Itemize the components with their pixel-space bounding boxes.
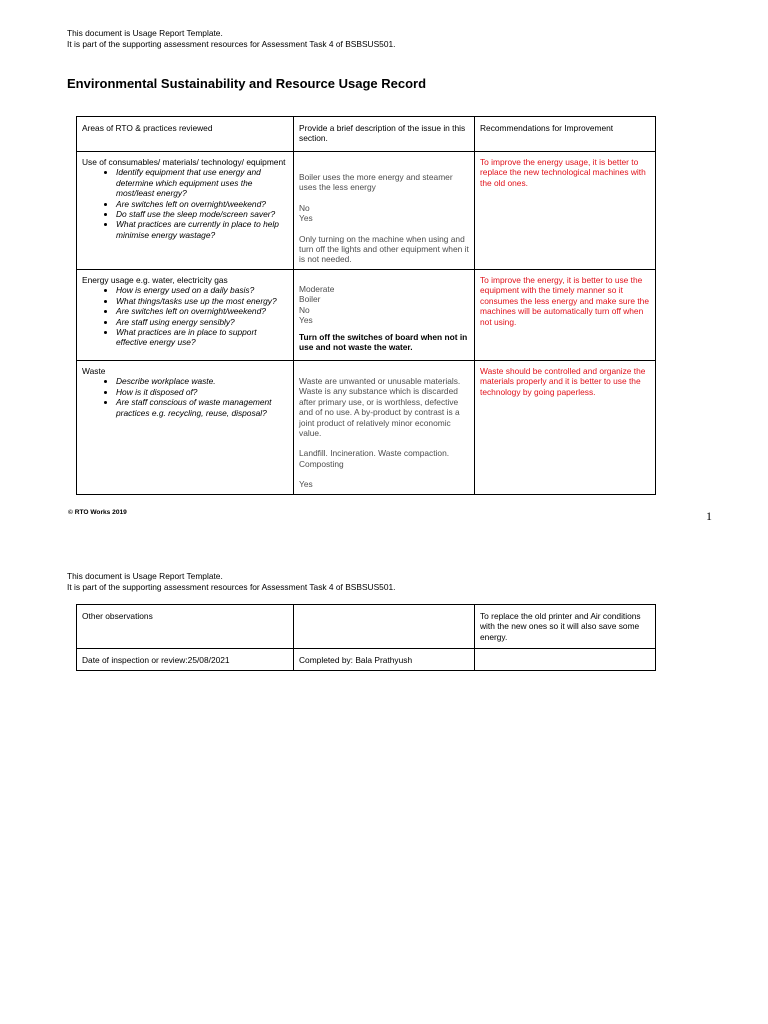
recommendation-cell: Waste should be controlled and organize the materials properly and it is better to use the technology by going paperless. [475, 361, 656, 495]
description-cell [294, 361, 475, 495]
description-text: Yes [299, 479, 313, 490]
question-item: • What practices are in place to support effective energy use? [116, 327, 288, 348]
resource-usage-table [76, 116, 656, 495]
question-item: • What things/tasks use up the most energy? [116, 296, 288, 306]
area-cell [77, 361, 294, 495]
description-text: Only turning on the machine when using and turn off the lights and other equipment when it is not needed. [299, 233, 469, 265]
table-row [77, 270, 656, 361]
description-text: Yes [299, 213, 313, 224]
column-header-recommendations: Recommendations for Improvement [475, 117, 656, 152]
description-cell [294, 152, 475, 270]
description-text: Yes [299, 315, 313, 326]
area-title: Energy usage e.g. water, electricity gas [82, 275, 228, 285]
area-title: Use of consumables/ materials/ technology/ equipment [82, 157, 286, 167]
table-header-row [77, 117, 656, 152]
question-item: • How is energy used on a daily basis? [116, 285, 288, 295]
question-item: • What practices are currently in place to help minimise energy wastage? [116, 219, 288, 240]
header-line-1: This document is Usage Report Template. [67, 28, 223, 38]
description-text: Boiler uses the more energy and steamer uses the less energy [299, 172, 453, 193]
description-bold-text: Turn off the switches of board when not in use and not waste the water. [299, 331, 468, 353]
completed-by: Completed by: Bala Prathyush [294, 649, 475, 671]
area-cell [77, 270, 294, 361]
question-item: • Are staff conscious of waste management practices e.g. recycling, reuse, disposal? [116, 397, 288, 418]
document-header [67, 571, 396, 593]
area-title: Waste [82, 366, 106, 376]
column-header-areas: Areas of RTO & practices reviewed [77, 117, 294, 152]
recommendation-cell: To improve the energy usage, it is better to replace the new technological machines with the old ones. [475, 152, 656, 270]
page-number: 1 [706, 509, 712, 523]
other-observations-recommendation: To replace the old printer and Air conditions with the new ones so it will also save some energy. [475, 605, 656, 649]
table-row [77, 152, 656, 270]
description-text: Boiler [299, 294, 321, 305]
question-item: • Describe workplace waste. [116, 376, 288, 386]
description-text: Moderate [299, 284, 335, 294]
description-text: No [299, 202, 310, 213]
header-line-2: It is part of the supporting assessment resources for Assessment Task 4 of BSBSUS501. [67, 582, 396, 592]
header-line-1: This document is Usage Report Template. [67, 571, 223, 581]
question-item: • Are switches left on overnight/weekend? [116, 306, 288, 316]
question-list [82, 376, 288, 418]
observations-table [76, 604, 656, 671]
description-text: Landfill. Incineration. Waste compaction. Composting [299, 448, 450, 469]
area-cell [77, 152, 294, 270]
table-row [77, 361, 656, 495]
inspection-date: Date of inspection or review:25/08/2021 [77, 649, 294, 671]
document-header [67, 28, 396, 50]
other-observations-description [294, 605, 475, 649]
question-list [82, 167, 288, 240]
table-row [77, 605, 656, 649]
page-title: Environmental Sustainability and Resource Usage Record [67, 76, 427, 91]
question-item: • Are switches left on overnight/weekend? [116, 199, 288, 209]
other-observations-label: Other observations [77, 605, 294, 649]
recommendation-cell: To improve the energy, it is better to use the equipment with the timely manner so it consumes the less energy and make sure the machines will be automatically turn off when not using. [475, 270, 656, 361]
description-text: No [299, 304, 310, 315]
description-cell [294, 270, 475, 361]
question-list [82, 285, 288, 347]
question-item: • Identify equipment that use energy and determine which equipment uses the most/least energy? [116, 167, 288, 198]
question-item: • Do staff use the sleep mode/screen saver? [116, 209, 288, 219]
column-header-description: Provide a brief description of the issue in this section. [294, 117, 475, 152]
copyright-footer: © RTO Works 2019 [68, 509, 127, 516]
blank-cell [475, 649, 656, 671]
question-item: • Are staff using energy sensibly? [116, 317, 288, 327]
question-item: • How is it disposed of? [116, 387, 288, 397]
description-text: Waste are unwanted or unusable materials. Waste is any substance which is discarded after primary use, or is worthless, defective and of no use. A by-product by contrast is a joint product of relatively minor economic value. [299, 376, 461, 439]
table-row [77, 649, 656, 671]
header-line-2: It is part of the supporting assessment resources for Assessment Task 4 of BSBSUS501. [67, 39, 396, 49]
